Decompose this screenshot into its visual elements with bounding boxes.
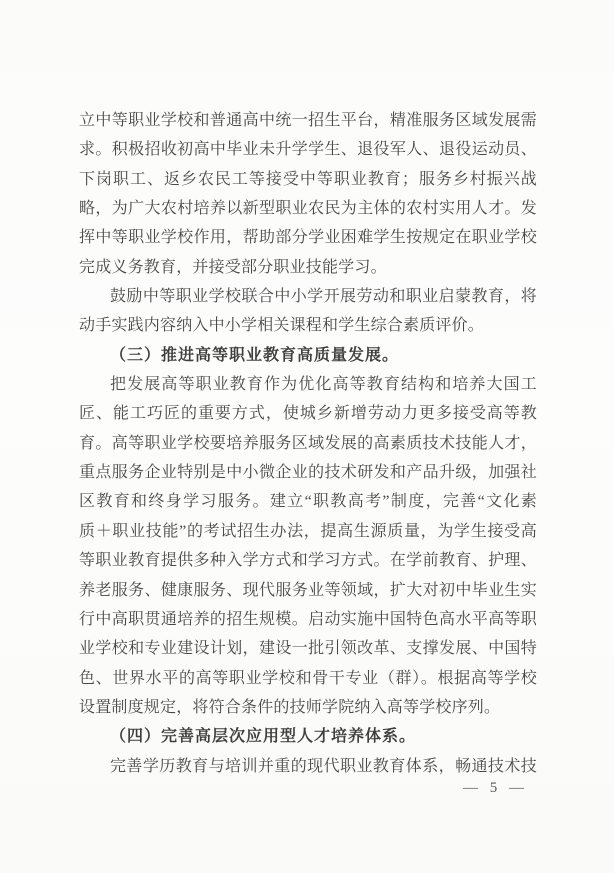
text-line: 挥中等职业学校作用，帮助部分学业困难学生按规定在职业学校	[79, 229, 537, 247]
text-line: 区教育和终身学习服务。建立“职教高考”制度，完善“文化素	[79, 493, 537, 511]
text-line: 重点服务企业特别是中小微企业的技术研发和产品升级，加强社	[79, 464, 537, 482]
text-line: 行中高职贯通培养的招生规模。启动实施中国特色高水平高等职	[79, 610, 537, 628]
text-line: 设置制度规定，将符合条件的技师学院纳入高等学校序列。	[79, 698, 501, 716]
text-line: 略，为广大农村培养以新型职业农民为主体的农村实用人才。发	[79, 200, 537, 218]
document-text	[79, 106, 537, 781]
text-line: 养老服务、健康服务、现代服务业等领域，扩大对初中毕业生实	[79, 581, 537, 599]
text-line: 完善学历教育与培训并重的现代职业教育体系，畅通技术技	[110, 757, 537, 775]
text-line: 动手实践内容纳入中小学相关课程和学生综合素质评价。	[79, 317, 485, 335]
text-line: 鼓励中等职业学校联合中小学开展劳动和职业启蒙教育，将	[110, 288, 537, 306]
text-line: 色、世界水平的高等职业学校和骨干专业（群）。根据高等学校	[79, 669, 537, 687]
text-line: 立中等职业学校和普通高中统一招生平台，精准服务区域发展需	[79, 112, 537, 129]
text-line: 育。高等职业学校要培养服务区域发展的高素质技术技能人才，	[79, 434, 537, 452]
text-line: 把发展高等职业教育作为优化高等教育结构和培养大国工	[110, 376, 537, 394]
page-number: — 5 —	[463, 780, 525, 796]
text-line: 匠、能工巧匠的重要方式，使城乡新增劳动力更多接受高等教	[79, 405, 537, 423]
section-heading: （四）完善高层次应用型人才培养体系。	[110, 728, 417, 746]
text-line: 完成义务教育，并接受部分职业技能学习。	[79, 258, 387, 276]
text-line: 业学校和专业建设计划，建设一批引领改革、支撑发展、中国特	[79, 640, 537, 658]
text-line: 求。积极招收初高中毕业未升学学生、退役军人、退役运动员、	[79, 141, 537, 159]
section-heading: （三）推进高等职业教育高质量发展。	[110, 346, 400, 364]
text-line: 下岗职工、返乡农民工等接受中等职业教育；服务乡村振兴战	[79, 170, 537, 188]
text-line: 质＋职业技能”的考试招生办法，提高生源质量，为学生接受高	[79, 522, 537, 540]
text-line: 等职业教育提供多种入学方式和学习方式。在学前教育、护理、	[79, 552, 537, 570]
